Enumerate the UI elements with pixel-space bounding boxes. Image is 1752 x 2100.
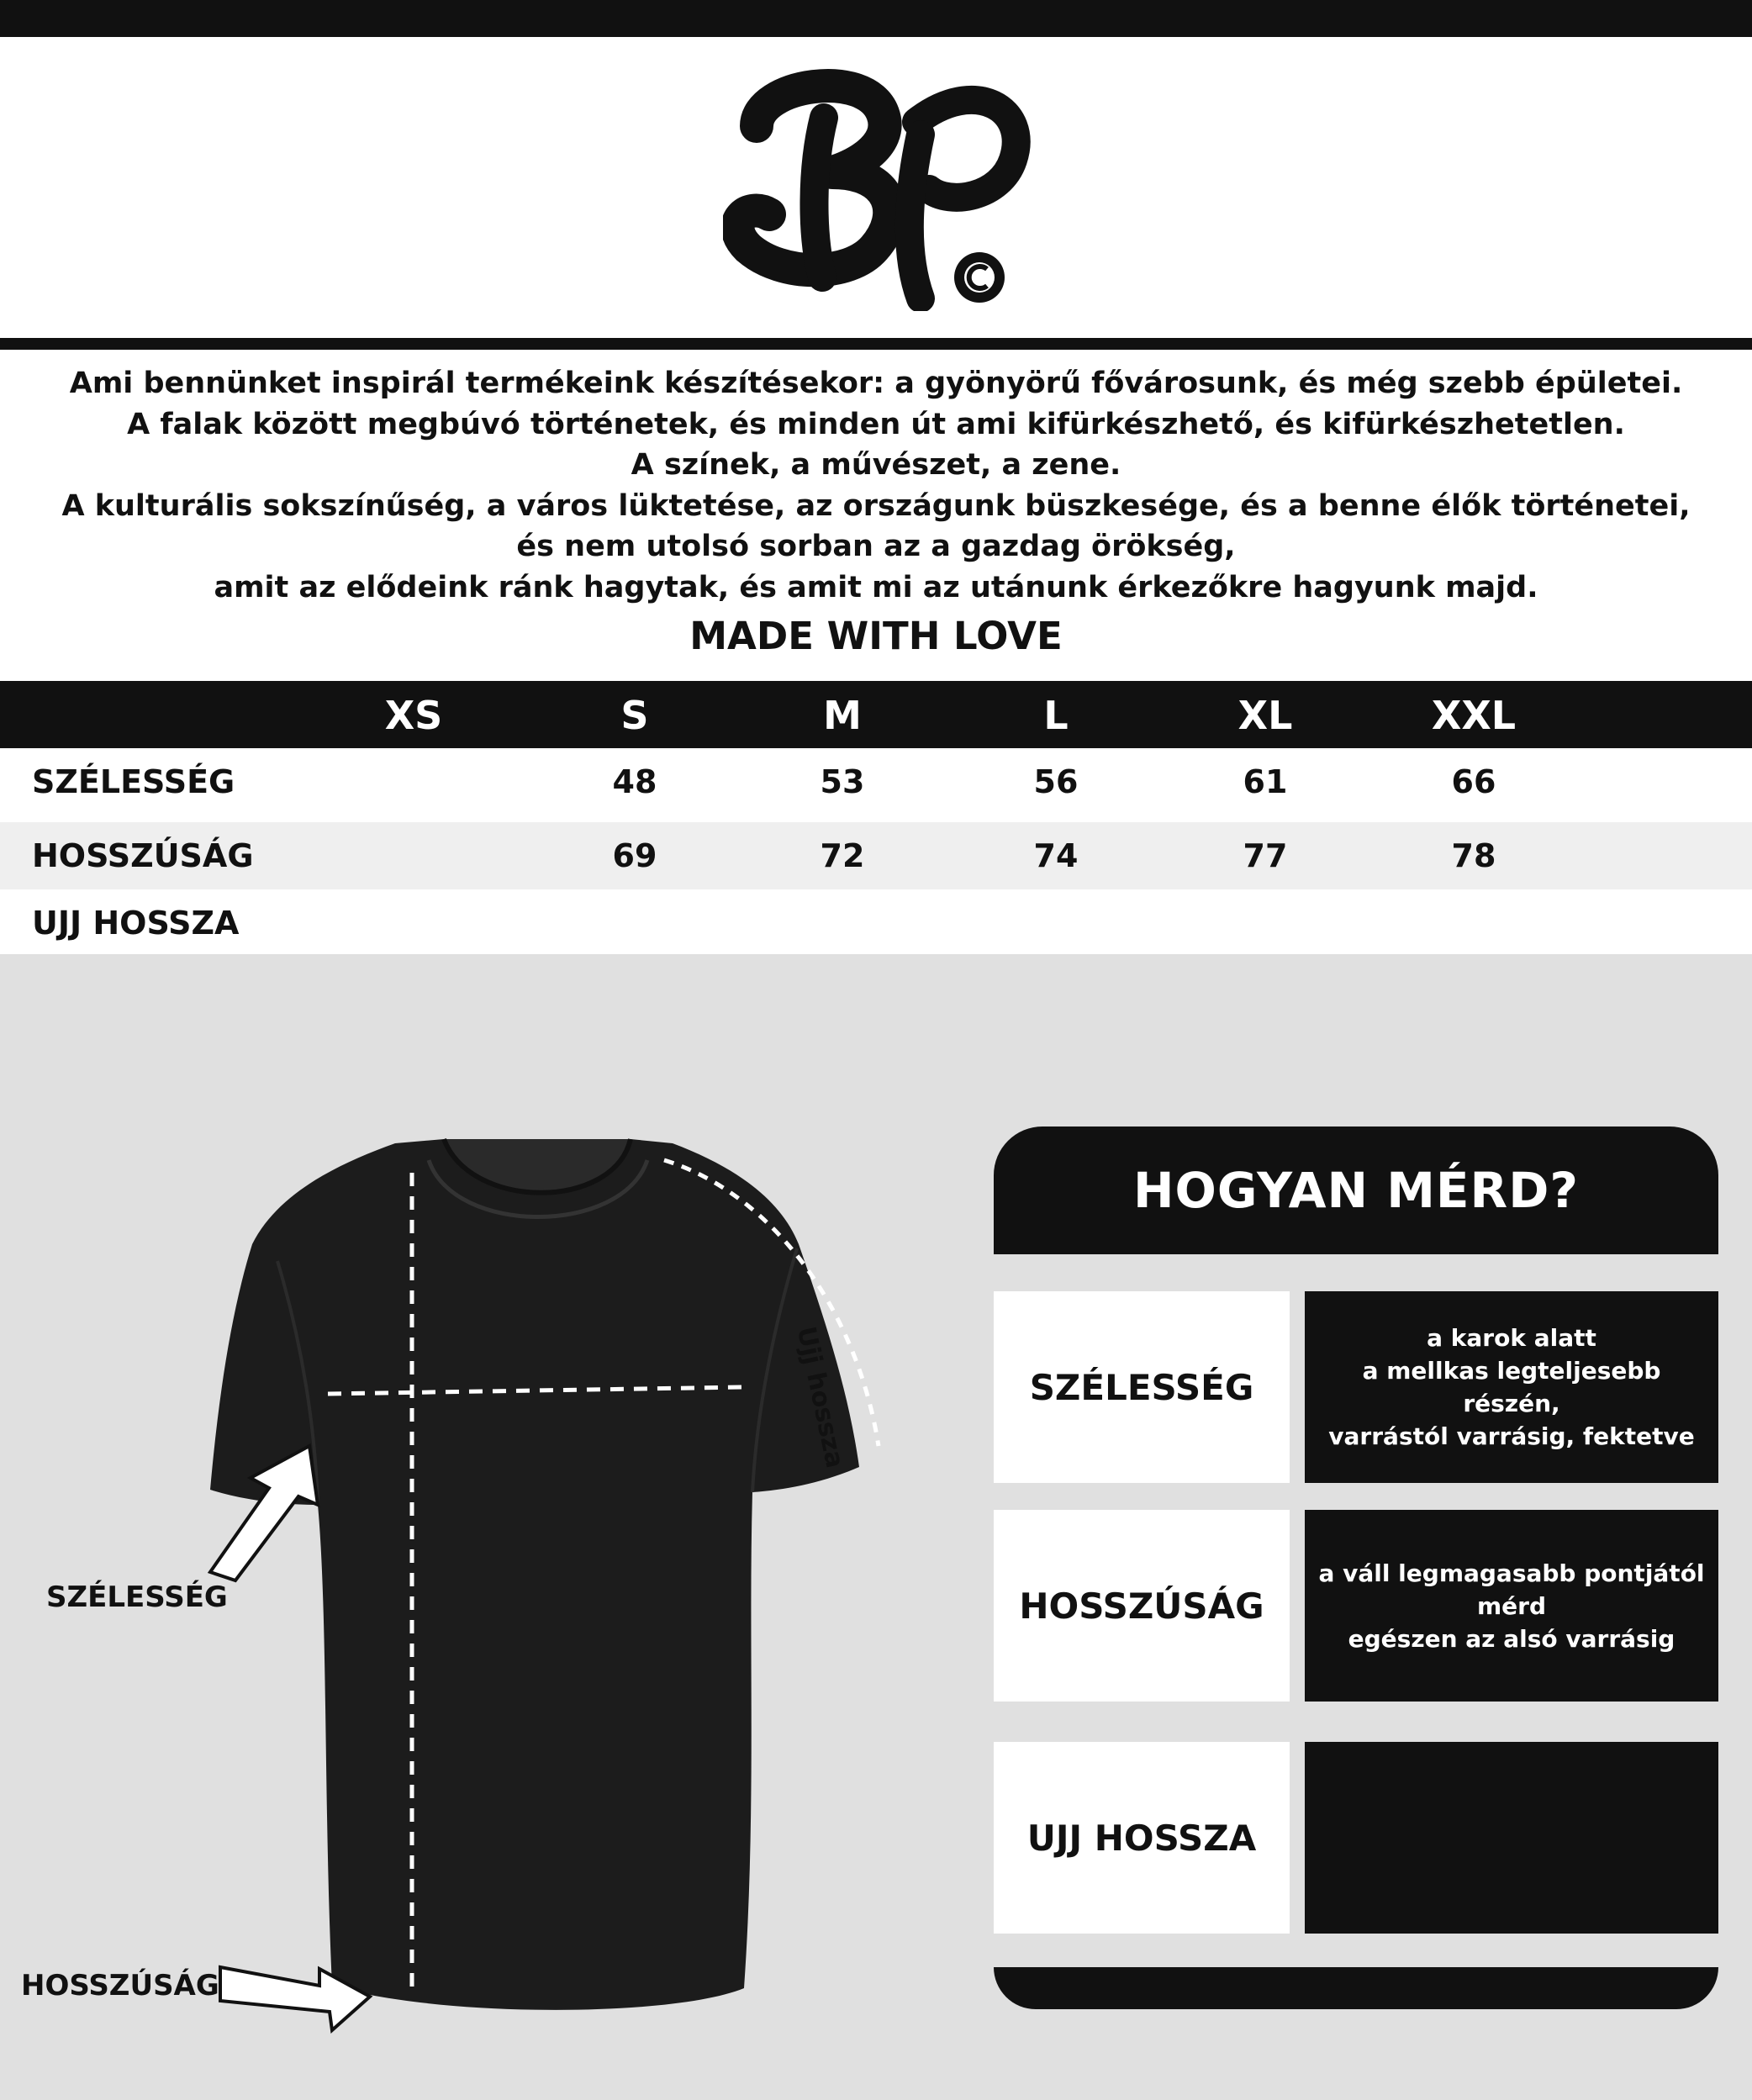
- length-callout-label: HOSSZÚSÁG: [21, 1969, 219, 2002]
- size-l: L: [1043, 693, 1069, 738]
- divider-bar: [0, 338, 1752, 350]
- desc-line: varrástól varrásig, fektetve: [1328, 1422, 1695, 1450]
- desc-line: egészen az alsó varrásig: [1348, 1624, 1675, 1653]
- table-row: [0, 822, 1752, 889]
- size-xs: XS: [384, 693, 443, 738]
- table-cell: 74: [1033, 837, 1079, 874]
- sleeve-callout-label: Ujj hossza: [790, 1324, 850, 1471]
- size-xxl: XXL: [1431, 693, 1517, 738]
- desc-line: mérd: [1476, 1591, 1546, 1620]
- size-table-header: [0, 681, 1752, 748]
- tagline: MADE WITH LOVE: [689, 614, 1063, 658]
- table-cell: 69: [612, 837, 657, 874]
- measure-label-length: HOSSZÚSÁG: [994, 1510, 1290, 1702]
- measure-label-sleeve: UJJ HOSSZA: [994, 1742, 1290, 1934]
- intro-line: A színek, a művészet, a zene.: [631, 448, 1121, 482]
- intro-text: [0, 363, 1752, 660]
- tshirt-illustration: [0, 954, 967, 2100]
- size-xl: XL: [1237, 693, 1293, 738]
- measure-desc-width: [1305, 1291, 1718, 1483]
- panel-title: HOGYAN MÉRD?: [1132, 1162, 1580, 1219]
- table-cell: 61: [1243, 763, 1288, 800]
- measure-desc-sleeve: [1305, 1742, 1718, 1934]
- intro-line: amit az elődeink ránk hagytak, és amit mi az utánunk érkezőkre hagyunk majd.: [214, 570, 1538, 604]
- intro-line: A kulturális sokszínűség, a város lüktetése, az országunk büszkesége, és a benne élők történetei,: [61, 488, 1691, 523]
- top-bar: [0, 0, 1752, 37]
- table-row: [0, 748, 1752, 815]
- row-label-sleeve: UJJ HOSSZA: [32, 905, 240, 942]
- table-cell: 77: [1243, 837, 1288, 874]
- intro-line: Ami bennünket inspirál termékeink készítésekor: a gyönyörű fővárosunk, és még szebb épületei.: [69, 367, 1683, 400]
- desc-line: a karok alatt: [1427, 1324, 1596, 1352]
- bp-logo: [723, 67, 1034, 311]
- desc-line: a mellkas legteljesebb részén,: [1362, 1357, 1661, 1417]
- table-cell: 72: [820, 837, 865, 874]
- size-s: S: [620, 693, 649, 738]
- desc-line: a váll legmagasabb pontjától: [1318, 1559, 1705, 1587]
- width-callout-label: SZÉLESSÉG: [46, 1580, 228, 1614]
- measure-label-width: SZÉLESSÉG: [994, 1291, 1290, 1483]
- measure-desc-length: [1305, 1510, 1718, 1702]
- table-cell: 53: [820, 763, 865, 800]
- table-cell: 56: [1033, 763, 1079, 800]
- table-row: [0, 889, 1752, 957]
- table-cell: 78: [1451, 837, 1496, 874]
- table-cell: 48: [612, 763, 657, 800]
- how-to-measure-header: [994, 1127, 1718, 1254]
- panel-footer: [994, 1967, 1718, 2009]
- row-label-width: SZÉLESSÉG: [32, 763, 235, 800]
- intro-line: és nem utolsó sorban az a gazdag örökség,: [516, 530, 1236, 563]
- row-label-length: HOSSZÚSÁG: [32, 837, 254, 874]
- table-cell: 66: [1451, 763, 1496, 800]
- intro-line: A falak között megbúvó történetek, és minden út ami kifürkészhető, és kifürkészhetetlen.: [127, 407, 1625, 441]
- size-m: M: [823, 693, 862, 738]
